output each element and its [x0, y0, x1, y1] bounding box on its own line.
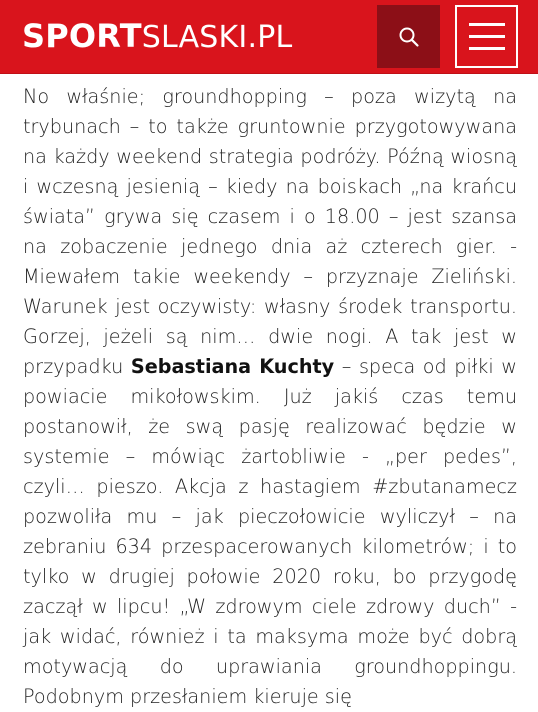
article-body: [23, 82, 517, 712]
hamburger-bar: [469, 47, 505, 50]
search-icon: [398, 26, 420, 48]
site-header: [0, 0, 538, 74]
article-highlight-name: Sebastiana Kuchty: [130, 355, 335, 378]
hamburger-bar: [469, 35, 505, 38]
article-paragraph: [23, 82, 517, 712]
search-button[interactable]: [377, 5, 440, 68]
logo-slaski: SLASKI.PL: [141, 20, 293, 55]
logo-sport: SPORT: [22, 17, 142, 55]
article-text-before: No właśnie; groundhopping – poza wizytą na trybunach – to także gruntownie przygotowywana na każdy weekend strategia podróży. Późną wiosną i wczesną jesienią – kiedy na boiskach „na krańcu świata” grywa się czasem i o 18.00 – jest szansa na zobaczenie jednego dnia aż czterech gier. - Miewałem takie weekendy – przyznaje Zieliński. Warunek jest oczywisty: własny środek transportu. Gorzej, jeżeli są nim… dwie nogi. A tak jest w przypadku: [23, 85, 517, 378]
hamburger-menu-button[interactable]: [455, 5, 518, 68]
site-logo[interactable]: [22, 14, 292, 58]
article-text-after: – speca od piłki w powiacie mikołowskim. Już jakiś czas temu postanowił, że swą pasję realizować będzie w systemie – mówiąc żartobliwie - „per pedes”, czyli… pieszo. Akcja z hastagiem #zbutanamecz pozwoliła mu – jak pieczołowicie wyliczył – na zebraniu 634 przespacerowanych kilometrów; i to tylko w drugiej połowie 2020 roku, bo przygodę zaczął w lipcu! „W zdrowym ciele zdrowy duch” - jak widać, również i ta maksyma może być dobrą motywacją do uprawiania groundhoppingu. Podobnym przesłaniem kieruje się: [23, 355, 517, 708]
hamburger-menu-icon: [469, 23, 505, 26]
